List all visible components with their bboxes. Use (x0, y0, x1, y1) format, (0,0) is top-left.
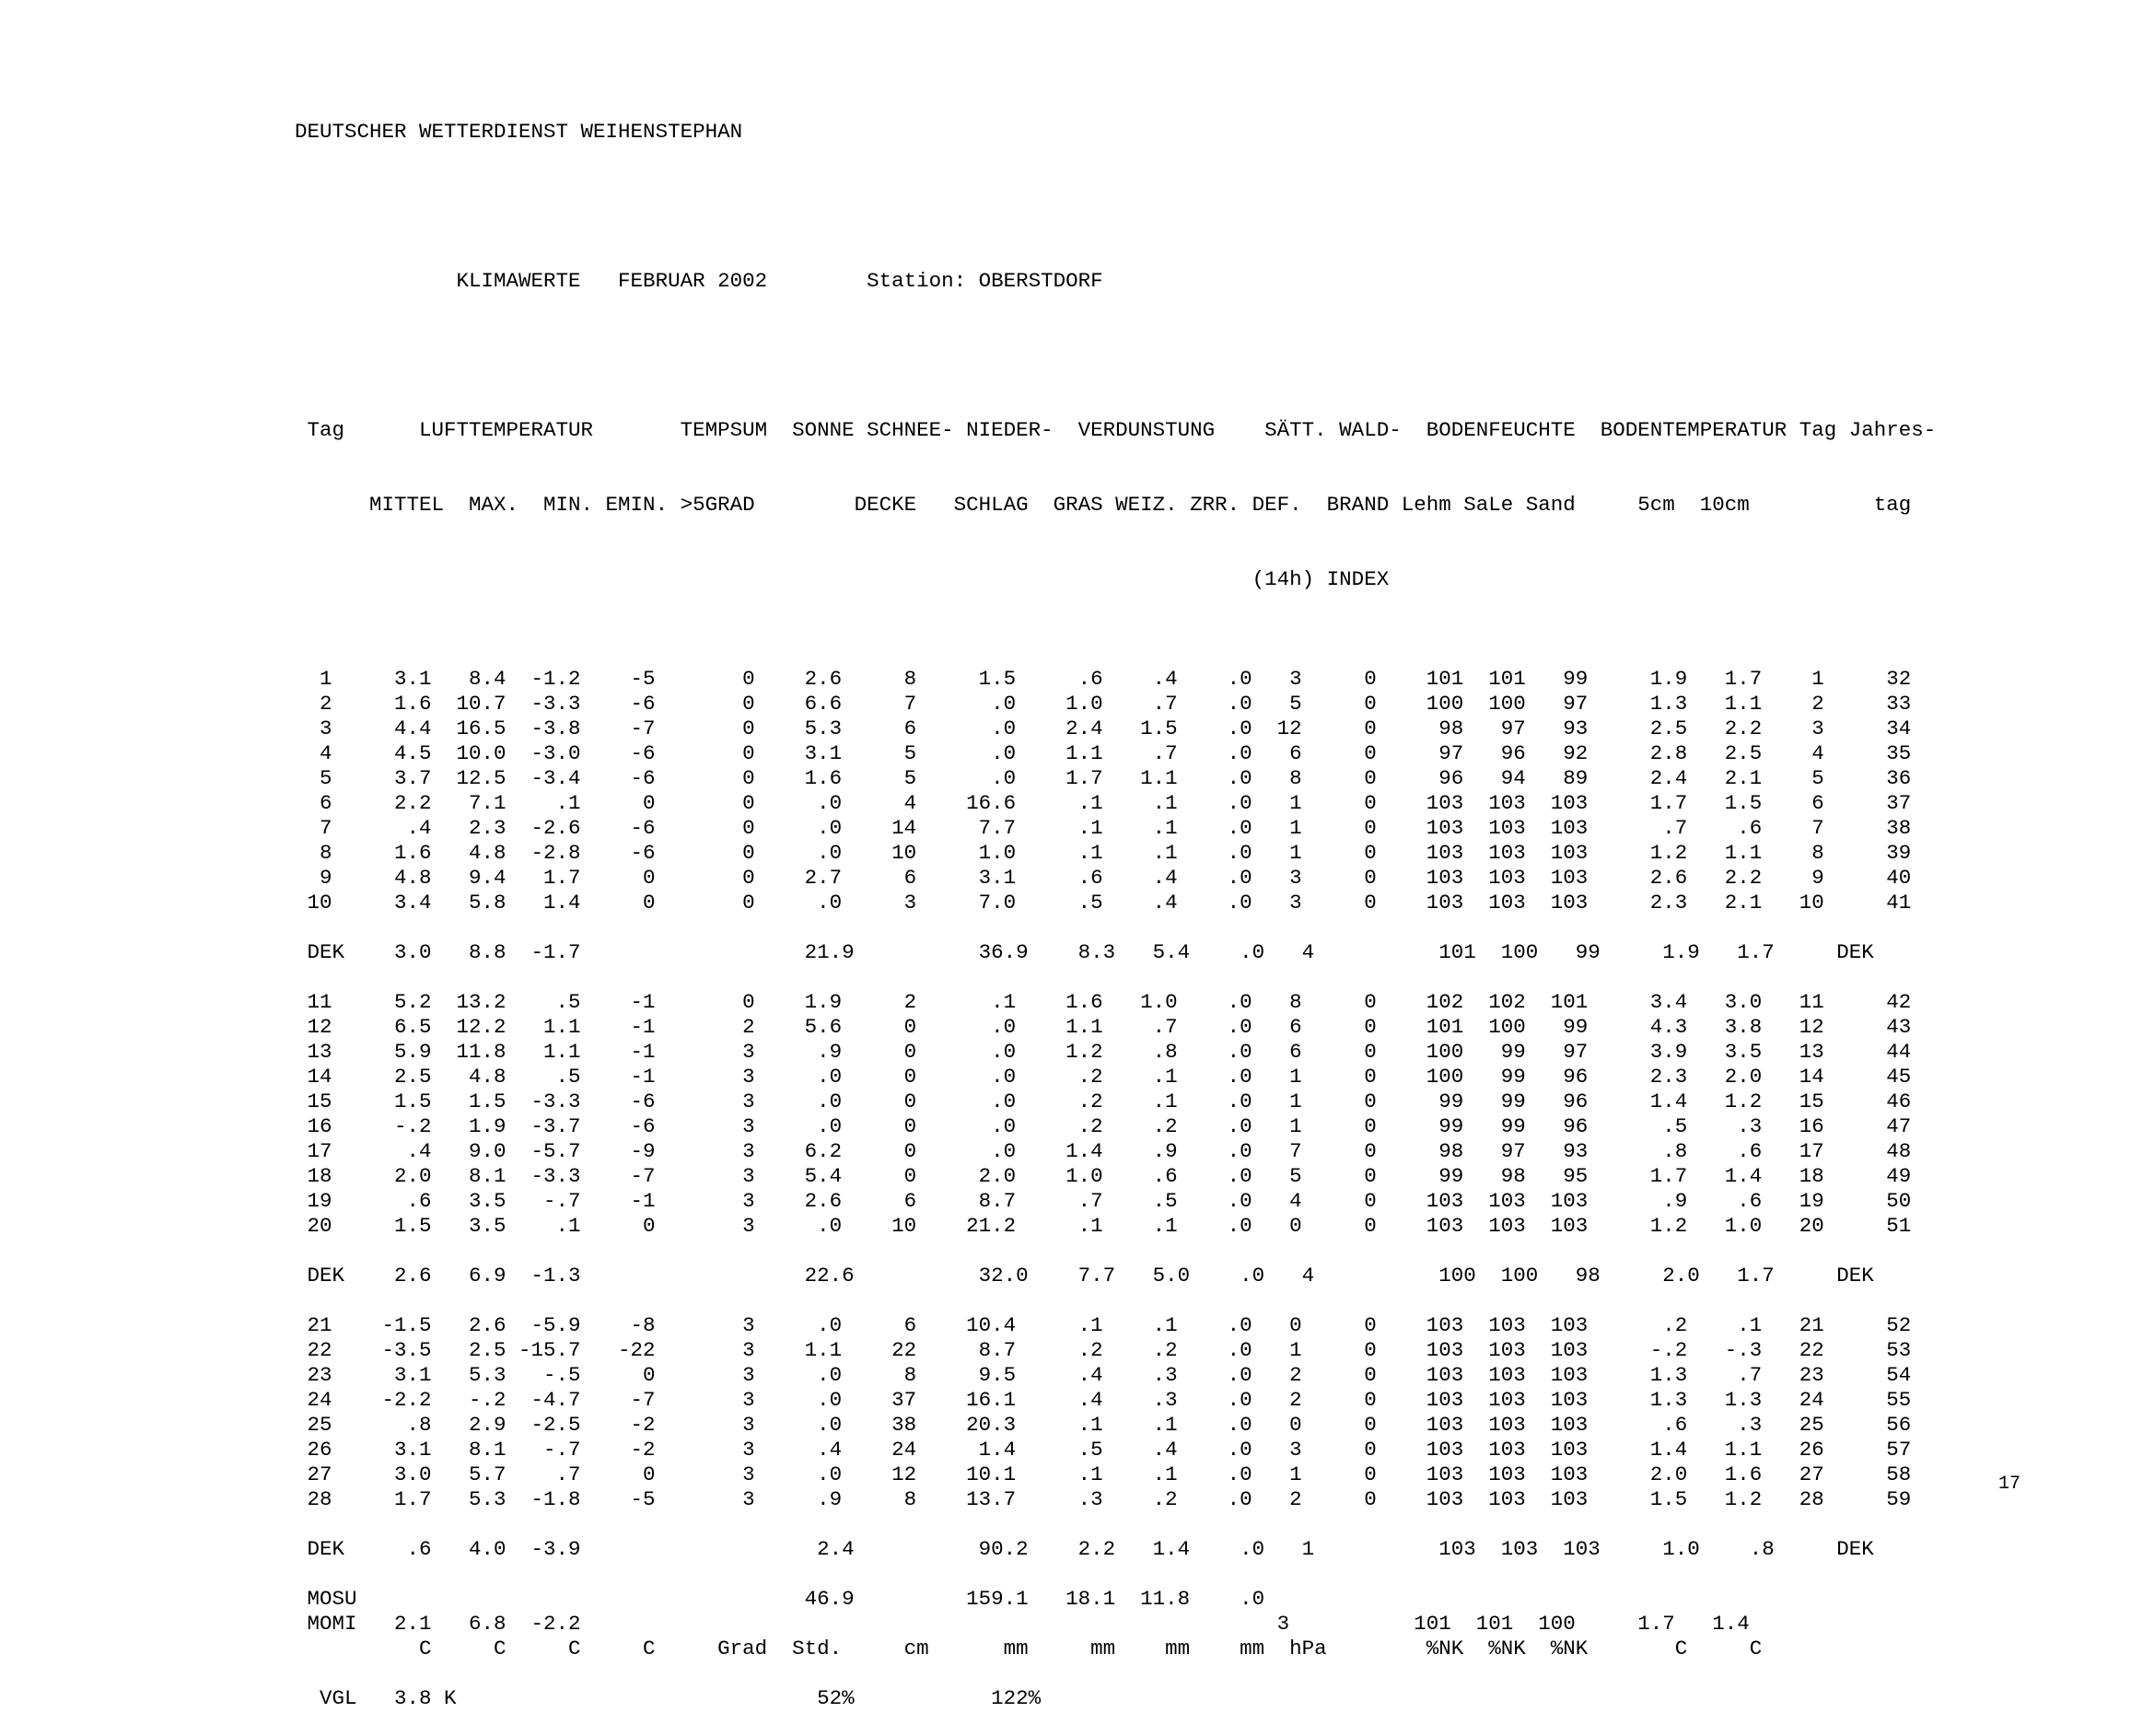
data-table (295, 642, 1936, 1711)
table-row (295, 1661, 1936, 1686)
page-number: 17 (1998, 1474, 2021, 1495)
header-line-3: (14h) INDEX (295, 567, 1390, 591)
spacer-line (295, 344, 1936, 368)
table-row: 25 .8 2.9 -2.5 -2 3 .0 38 20.3 .1 .1 .0 0 0 103 103 103 .6 .3 25 56 (295, 1413, 1912, 1437)
table-row: 13 5.9 11.8 1.1 -1 3 .9 0 .0 1.2 .8 .0 6 0 100 99 97 3.9 3.5 13 44 (295, 1040, 1912, 1064)
table-row: C C C C Grad Std. cm mm mm mm mm hPa %NK %NK %NK C C (295, 1637, 1763, 1660)
table-row: 5 3.7 12.5 -3.4 -6 0 1.6 5 .0 1.7 1.1 .0 8 0 96 94 89 2.4 2.1 5 36 (295, 766, 1912, 790)
table-row: 16 -.2 1.9 -3.7 -6 3 .0 0 .0 .2 .2 .0 1 0 99 99 96 .5 .3 16 47 (295, 1114, 1912, 1138)
table-row: DEK 3.0 8.8 -1.7 21.9 36.9 8.3 5.4 .0 4 101 100 99 1.9 1.7 DEK (295, 940, 1874, 964)
table-row: 23 3.1 5.3 -.5 0 3 .0 8 9.5 .4 .3 .0 2 0 103 103 103 1.3 .7 23 54 (295, 1363, 1912, 1387)
table-row: 15 1.5 1.5 -3.3 -6 3 .0 0 .0 .2 .1 .0 1 0 99 99 96 1.4 1.2 15 46 (295, 1089, 1912, 1113)
table-row: 17 .4 9.0 -5.7 -9 3 6.2 0 .0 1.4 .9 .0 7 0 98 97 93 .8 .6 17 48 (295, 1139, 1912, 1163)
header-line-1: Tag LUFTTEMPERATUR TEMPSUM SONNE SCHNEE- NIEDER- VERDUNSTUNG SÄTT. WALD- BODENFEUCHTE BODENTEMPERATUR Tag Jahres- (295, 418, 1937, 442)
table-row: 14 2.5 4.8 .5 -1 3 .0 0 .0 .2 .1 .0 1 0 100 99 96 2.3 2.0 14 45 (295, 1065, 1912, 1089)
table-row: MOMI 2.1 6.8 -2.2 3 101 101 100 1.7 1.4 (295, 1612, 1750, 1636)
table-row: 18 2.0 8.1 -3.3 -7 3 5.4 0 2.0 1.0 .6 .0 5 0 99 98 95 1.7 1.4 18 49 (295, 1164, 1912, 1188)
table-row: 21 -1.5 2.6 -5.9 -8 3 .0 6 10.4 .1 .1 .0 0 0 103 103 103 .2 .1 21 52 (295, 1313, 1912, 1337)
table-row (295, 965, 1936, 990)
table-row: 11 5.2 13.2 .5 -1 0 1.9 2 .1 1.6 1.0 .0 8 0 102 102 101 3.4 3.0 11 42 (295, 990, 1912, 1014)
table-row: 9 4.8 9.4 1.7 0 0 2.7 6 3.1 .6 .4 .0 3 0 103 103 103 2.6 2.2 9 40 (295, 866, 1912, 890)
table-row: 26 3.1 8.1 -.7 -2 3 .4 24 1.4 .5 .4 .0 3 0 103 103 103 1.4 1.1 26 57 (295, 1438, 1912, 1462)
table-row (295, 915, 1936, 940)
table-row: 4 4.5 10.0 -3.0 -6 0 3.1 5 .0 1.1 .7 .0 6 0 97 96 92 2.8 2.5 4 35 (295, 741, 1912, 765)
table-row (295, 1288, 1936, 1313)
table-row: DEK 2.6 6.9 -1.3 22.6 32.0 7.7 5.0 .0 4 100 100 98 2.0 1.7 DEK (295, 1264, 1874, 1287)
table-row: 10 3.4 5.8 1.4 0 0 .0 3 7.0 .5 .4 .0 3 0 103 103 103 2.3 2.1 10 41 (295, 891, 1912, 915)
table-row (295, 1239, 1936, 1264)
table-row: 22 -3.5 2.5 -15.7 -22 3 1.1 22 8.7 .2 .2 .0 1 0 103 103 103 -.2 -.3 22 53 (295, 1338, 1912, 1362)
table-row: MOSU 46.9 159.1 18.1 11.8 .0 (295, 1587, 1265, 1611)
report-title-line: KLIMAWERTE FEBRUAR 2002 Station: OBERSTDORF (295, 269, 1103, 293)
table-row: 7 .4 2.3 -2.6 -6 0 .0 14 7.7 .1 .1 .0 1 0 103 103 103 .7 .6 7 38 (295, 816, 1912, 840)
table-row: 24 -2.2 -.2 -4.7 -7 3 .0 37 16.1 .4 .3 .0 2 0 103 103 103 1.3 1.3 24 55 (295, 1388, 1912, 1412)
institution-line: DEUTSCHER WETTERDIENST WEIHENSTEPHAN (295, 120, 743, 144)
table-row: 8 1.6 4.8 -2.8 -6 0 .0 10 1.0 .1 .1 .0 1 0 103 103 103 1.2 1.1 8 39 (295, 841, 1912, 865)
table-row: DEK .6 4.0 -3.9 2.4 90.2 2.2 1.4 .0 1 103 103 103 1.0 .8 DEK (295, 1537, 1874, 1561)
table-row: VGL 3.8 K 52% 122% (295, 1686, 1042, 1710)
table-row: 1 3.1 8.4 -1.2 -5 0 2.6 8 1.5 .6 .4 .0 3 0 101 101 99 1.9 1.7 1 32 (295, 667, 1912, 691)
table-row: 19 .6 3.5 -.7 -1 3 2.6 6 8.7 .7 .5 .0 4 0 103 103 103 .9 .6 19 50 (295, 1189, 1912, 1213)
table-row: 3 4.4 16.5 -3.8 -7 0 5.3 6 .0 2.4 1.5 .0 12 0 98 97 93 2.5 2.2 3 34 (295, 717, 1912, 740)
climate-report (295, 70, 1936, 1736)
table-row (295, 642, 1936, 667)
table-row: 20 1.5 3.5 .1 0 3 .0 10 21.2 .1 .1 .0 0 0 103 103 103 1.2 1.0 20 51 (295, 1214, 1912, 1238)
table-row: 12 6.5 12.2 1.1 -1 2 5.6 0 .0 1.1 .7 .0 6 0 101 100 99 4.3 3.8 12 43 (295, 1015, 1912, 1039)
table-row (295, 1562, 1936, 1587)
table-row: 28 1.7 5.3 -1.8 -5 3 .9 8 13.7 .3 .2 .0 2 0 103 103 103 1.5 1.2 28 59 (295, 1487, 1912, 1511)
header-line-2: MITTEL MAX. MIN. EMIN. >5GRAD DECKE SCHLAG GRAS WEIZ. ZRR. DEF. BRAND Lehm SaLe Sand 5cm 10cm tag (295, 493, 1912, 517)
table-row: 6 2.2 7.1 .1 0 0 .0 4 16.6 .1 .1 .0 1 0 103 103 103 1.7 1.5 6 37 (295, 791, 1912, 815)
table-row: 2 1.6 10.7 -3.3 -6 0 6.6 7 .0 1.0 .7 .0 5 0 100 100 97 1.3 1.1 2 33 (295, 692, 1912, 716)
title-line (295, 194, 1936, 219)
table-row: 27 3.0 5.7 .7 0 3 .0 12 10.1 .1 .1 .0 1 0 103 103 103 2.0 1.6 27 58 (295, 1462, 1912, 1486)
